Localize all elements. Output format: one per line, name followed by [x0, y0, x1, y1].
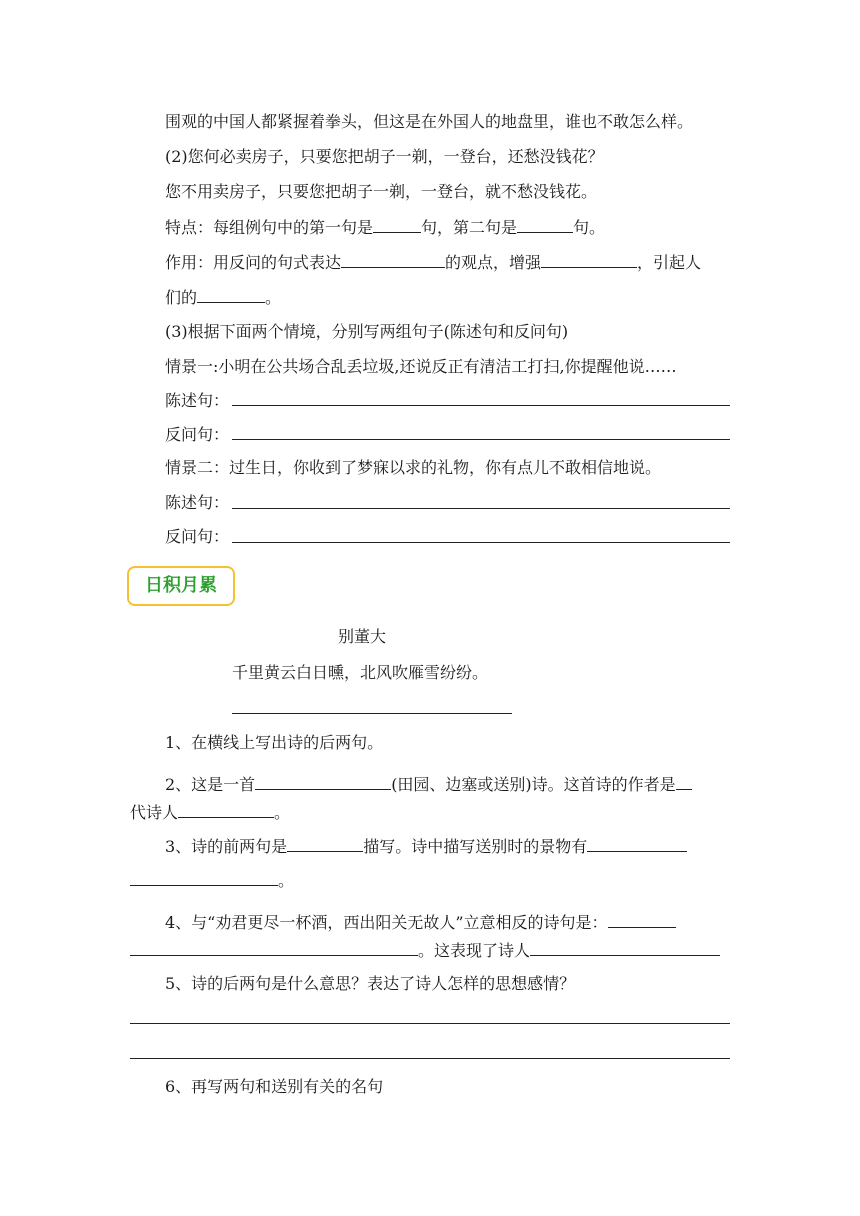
- feature-text-3: 句。: [573, 218, 606, 237]
- question-1: 1、在横线上写出诗的后两句。: [165, 733, 384, 752]
- q2-text-4: 。: [274, 803, 291, 822]
- section-badge: 日积月累: [127, 566, 235, 606]
- effect-line: [165, 251, 701, 274]
- question-3-continued: [130, 869, 294, 892]
- poem-answer-line[interactable]: [232, 713, 512, 714]
- poem-title: 别董大: [338, 627, 387, 646]
- scene2-declarative-label: 陈述句：: [165, 493, 230, 512]
- feature-blank-1[interactable]: [373, 216, 421, 233]
- q4-blank-verse-cont[interactable]: [130, 939, 418, 956]
- effect-blank-3[interactable]: [197, 286, 265, 303]
- q3-blank-description[interactable]: [287, 835, 363, 852]
- q4-text-1: 4、与“劝君更尽一杯酒，西出阳关无故人”立意相反的诗句是：: [165, 913, 608, 932]
- question-4-line: [165, 911, 676, 934]
- scene-1-text: 情景一:小明在公共场合乱丢垃圾,还说反正有清洁工打扫,你提醒他说……: [165, 357, 677, 376]
- poem-line-1: 千里黄云白日曛，北风吹雁雪纷纷。: [232, 663, 489, 682]
- q2-blank-dynasty[interactable]: [676, 773, 692, 790]
- scene1-rhetorical-answer-line[interactable]: [232, 439, 730, 440]
- q3-text-2: 描写。诗中描写送别时的景物有: [363, 837, 588, 856]
- q2-text-3: 代诗人: [130, 803, 179, 822]
- effect-cont-text-2: 。: [265, 288, 282, 307]
- effect-text-3: ，引起人: [637, 253, 702, 272]
- scene1-declarative-answer-line[interactable]: [232, 405, 730, 406]
- scene2-declarative-answer-line[interactable]: [232, 508, 730, 509]
- q2-blank-poem-type[interactable]: [255, 773, 391, 790]
- question-6: 6、再写两句和送别有关的名句: [165, 1077, 384, 1096]
- effect-blank-2[interactable]: [541, 251, 637, 268]
- example-sentence-declarative: 您不用卖房子，只要您把胡子一剃，一登台，就不愁没钱花。: [165, 182, 598, 201]
- feature-text-2: 句，第二句是: [421, 218, 518, 237]
- question-2-continued: [130, 801, 290, 824]
- effect-cont-text-1: 们的: [165, 288, 198, 307]
- q3-blank-scenery[interactable]: [587, 835, 687, 852]
- question-3-prompt: (3)根据下面两个情境，分别写两组句子(陈述句和反问句): [165, 322, 569, 341]
- example-sentence-rhetorical: (2)您何必卖房子，只要您把胡子一剃，一登台，还愁没钱花？: [165, 147, 604, 166]
- question-3-line: [165, 835, 687, 858]
- q2-blank-poet[interactable]: [178, 801, 274, 818]
- q2-text-2: (田园、边塞或送别)诗。这首诗的作者是: [391, 775, 676, 794]
- feature-line: [165, 216, 605, 239]
- q4-blank-verse[interactable]: [608, 911, 676, 928]
- q5-answer-line-1[interactable]: [130, 1023, 730, 1024]
- effect-text-2: 的观点，增强: [445, 253, 542, 272]
- q5-answer-line-2[interactable]: [130, 1058, 730, 1059]
- q4-blank-feeling[interactable]: [530, 939, 720, 956]
- scene2-rhetorical-label: 反问句：: [165, 527, 230, 546]
- effect-blank-1[interactable]: [341, 251, 445, 268]
- q3-text-1: 3、诗的前两句是: [165, 837, 288, 856]
- scene1-declarative-label: 陈述句：: [165, 391, 230, 410]
- text-line-crowd: 围观的中国人都紧握着拳头，但这是在外国人的地盘里，谁也不敢怎么样。: [165, 112, 694, 131]
- q2-text-1: 2、这是一首: [165, 775, 256, 794]
- q4-text-2: 。这表现了诗人: [418, 941, 531, 960]
- q3-blank-scenery-cont[interactable]: [130, 869, 278, 886]
- effect-text-1: 作用：用反问的句式表达: [165, 253, 342, 272]
- scene1-rhetorical-label: 反问句：: [165, 425, 230, 444]
- scene-2-text: 情景二：过生日，你收到了梦寐以求的礼物，你有点儿不敢相信地说。: [165, 458, 662, 477]
- effect-continued-line: [165, 286, 281, 309]
- question-5: 5、诗的后两句是什么意思？表达了诗人怎样的思想感情？: [165, 974, 576, 993]
- scene2-rhetorical-answer-line[interactable]: [232, 542, 730, 543]
- feature-text-1: 特点：每组例句中的第一句是: [165, 218, 374, 237]
- feature-blank-2[interactable]: [517, 216, 573, 233]
- q3-text-3: 。: [278, 871, 295, 890]
- question-4-continued: [130, 939, 720, 962]
- question-2-line: [165, 773, 692, 796]
